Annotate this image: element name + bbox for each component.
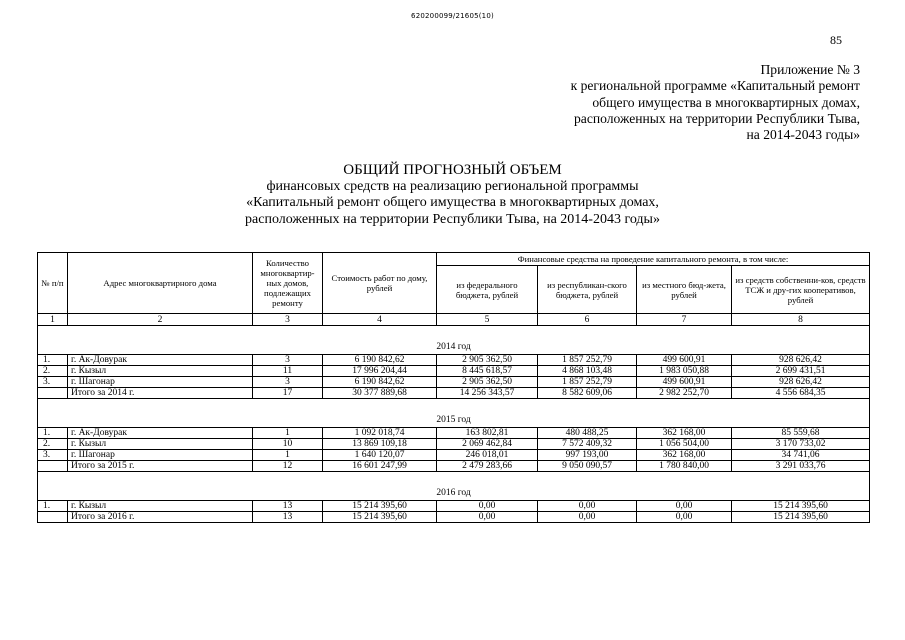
table-row [38,428,870,439]
header-local: из местного бюд-жета, рублей [637,266,732,314]
year-label: 2016 год [38,472,870,501]
address-cell: г. Кызыл [68,501,253,512]
appendix-header [530,62,860,143]
title-main: ОБЩИЙ ПРОГНОЗНЫЙ ОБЪЕМ [343,162,562,178]
header-cost: Стоимость работ по дому, рублей [323,253,437,314]
table-row [38,450,870,461]
cost-cell: 6 190 842,62 [323,355,437,366]
row-number-cell [38,388,68,399]
row-number-cell: 1. [38,428,68,439]
house-count-cell: 13 [253,501,323,512]
page-number: 85 [830,33,842,47]
federal-amount-cell: 14 256 343,57 [437,388,538,399]
owners-amount-cell: 3 170 733,02 [732,439,870,450]
local-amount-cell: 499 600,91 [637,355,732,366]
row-number-cell: 3. [38,450,68,461]
title-line: «Капитальный ремонт общего имущества в многоквартирных домах, [246,195,659,210]
address-cell: г. Шагонар [68,377,253,388]
year-row [38,399,870,428]
address-cell: Итого за 2014 г. [68,388,253,399]
header-owners: из средств собственни-ков, средств ТСЖ и дру-гих кооперативов, рублей [732,266,870,314]
house-count-cell: 11 [253,366,323,377]
owners-amount-cell: 15 214 395,60 [732,501,870,512]
appendix-line: общего имущества в многоквартирных домах, [592,94,860,110]
republic-amount-cell: 1 857 252,79 [538,355,637,366]
republic-amount-cell: 0,00 [538,501,637,512]
owners-amount-cell: 34 741,06 [732,450,870,461]
federal-amount-cell: 0,00 [437,512,538,523]
column-number: 7 [637,314,732,326]
owners-amount-cell: 928 626,42 [732,355,870,366]
federal-amount-cell: 246 018,01 [437,450,538,461]
house-count-cell: 12 [253,461,323,472]
cost-cell: 1 640 120,07 [323,450,437,461]
address-cell: г. Шагонар [68,450,253,461]
table-row [38,377,870,388]
owners-amount-cell: 2 699 431,51 [732,366,870,377]
address-cell: г. Кызыл [68,366,253,377]
house-count-cell: 3 [253,355,323,366]
column-number: 1 [38,314,68,326]
row-number-cell: 1. [38,501,68,512]
year-row [38,472,870,501]
address-cell: г. Кызыл [68,439,253,450]
header-num: № п/п [38,253,68,314]
republic-amount-cell: 4 868 103,48 [538,366,637,377]
cost-cell: 13 869 109,18 [323,439,437,450]
republic-amount-cell: 1 857 252,79 [538,377,637,388]
year-label: 2014 год [38,326,870,355]
house-count-cell: 1 [253,428,323,439]
total-row [38,512,870,523]
table-row [38,355,870,366]
header-count: Количество многоквартир-ных домов, подлежащих ремонту [253,253,323,314]
republic-amount-cell: 9 050 090,57 [538,461,637,472]
title-line: финансовых средств на реализацию региональной программы [266,178,639,194]
column-number: 2 [68,314,253,326]
house-count-cell: 3 [253,377,323,388]
house-count-cell: 17 [253,388,323,399]
local-amount-cell: 2 982 252,70 [637,388,732,399]
appendix-line: на 2014-2043 годы» [746,127,860,143]
local-amount-cell: 1 983 050,88 [637,366,732,377]
local-amount-cell: 499 600,91 [637,377,732,388]
header-address: Адрес многоквартирного дома [68,253,253,314]
house-count-cell: 10 [253,439,323,450]
total-row [38,461,870,472]
house-count-cell: 13 [253,512,323,523]
column-number: 4 [323,314,437,326]
table-row [38,501,870,512]
row-number-cell: 2. [38,366,68,377]
document-title [180,162,725,228]
table-row [38,439,870,450]
row-number-cell: 1. [38,355,68,366]
house-count-cell: 1 [253,450,323,461]
appendix-line: Приложение № 3 [760,62,860,77]
cost-cell: 30 377 889,68 [323,388,437,399]
owners-amount-cell: 15 214 395,60 [732,512,870,523]
federal-amount-cell: 8 445 618,57 [437,366,538,377]
row-number-cell: 3. [38,377,68,388]
federal-amount-cell: 2 905 362,50 [437,377,538,388]
federal-amount-cell: 2 905 362,50 [437,355,538,366]
cost-cell: 6 190 842,62 [323,377,437,388]
federal-amount-cell: 0,00 [437,501,538,512]
column-number-row [38,314,870,326]
cost-cell: 1 092 018,74 [323,428,437,439]
cost-cell: 15 214 395,60 [323,512,437,523]
cost-cell: 17 996 204,44 [323,366,437,377]
column-number: 8 [732,314,870,326]
column-number: 3 [253,314,323,326]
title-line: расположенных на территории Республики Тыва, на 2014-2043 годы» [245,211,660,227]
republic-amount-cell: 480 488,25 [538,428,637,439]
financing-table [37,252,870,523]
document-id: 620200099/21605(10) [411,12,494,20]
address-cell: г. Ак-Довурак [68,355,253,366]
owners-amount-cell: 85 559,68 [732,428,870,439]
republic-amount-cell: 997 193,00 [538,450,637,461]
row-number-cell: 2. [38,439,68,450]
row-number-cell [38,512,68,523]
local-amount-cell: 1 056 504,00 [637,439,732,450]
local-amount-cell: 0,00 [637,501,732,512]
column-number: 6 [538,314,637,326]
table-body [38,326,870,523]
republic-amount-cell: 7 572 409,32 [538,439,637,450]
year-row [38,326,870,355]
cost-cell: 15 214 395,60 [323,501,437,512]
address-cell: Итого за 2016 г. [68,512,253,523]
republic-amount-cell: 0,00 [538,512,637,523]
owners-amount-cell: 928 626,42 [732,377,870,388]
row-number-cell [38,461,68,472]
address-cell: Итого за 2015 г. [68,461,253,472]
address-cell: г. Ак-Довурак [68,428,253,439]
table-row [38,366,870,377]
year-label: 2015 год [38,399,870,428]
federal-amount-cell: 2 069 462,84 [437,439,538,450]
header-financing: Финансовые средства на проведение капитального ремонта, в том числе: [437,253,870,266]
owners-amount-cell: 3 291 033,76 [732,461,870,472]
federal-amount-cell: 163 802,81 [437,428,538,439]
local-amount-cell: 362 168,00 [637,428,732,439]
local-amount-cell: 0,00 [637,512,732,523]
cost-cell: 16 601 247,99 [323,461,437,472]
header-federal: из федерального бюджета, рублей [437,266,538,314]
republic-amount-cell: 8 582 609,06 [538,388,637,399]
appendix-line: расположенных на территории Республики Тыва, [574,110,860,126]
local-amount-cell: 1 780 840,00 [637,461,732,472]
federal-amount-cell: 2 479 283,66 [437,461,538,472]
local-amount-cell: 362 168,00 [637,450,732,461]
column-number: 5 [437,314,538,326]
appendix-line: к региональной программе «Капитальный ремонт [570,78,860,94]
header-republic: из республикан-ского бюджета, рублей [538,266,637,314]
total-row [38,388,870,399]
owners-amount-cell: 4 556 684,35 [732,388,870,399]
